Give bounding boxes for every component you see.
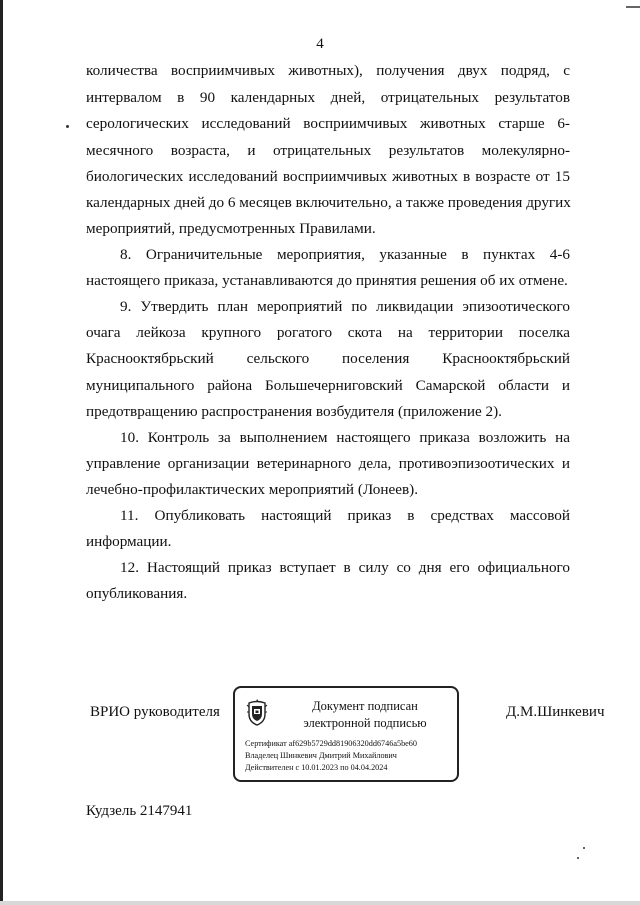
body-text-line: информации. [86,533,172,550]
body-text-line: лечебно-профилактических мероприятий (Лонеев). [86,481,419,498]
scan-speck [583,847,585,849]
paragraph-11-line: 11. Опубликовать настоящий приказ в средствах массовой [120,507,570,524]
body-text-line: очага лейкоза крупного рогатого скота на территории поселка [86,324,570,341]
scan-edge-corner [626,6,640,8]
stamp-heading-line: Документ подписан [312,699,418,713]
stamp-owner: Владелец Шинкевич Дмитрий Михайлович [245,751,397,760]
page-number: 4 [316,36,324,52]
paragraph-9-line: 9. Утвердить план мероприятий по ликвидации эпизоотического [120,298,570,315]
body-text-line: количества восприимчивых животных), получения двух подряд, с [86,62,570,79]
body-text-line: биологических исследований восприимчивых животных в возрасте от 15 [86,168,570,185]
body-text-line: месячного возраста, и отрицательных результатов молекулярно- [86,142,570,159]
stamp-validity: Действителен с 10.01.2023 по 04.04.2024 [245,763,388,772]
scan-speck [577,857,579,859]
body-text-line: настоящего приказа, устанавливаются до принятия решения об их отмене. [86,272,568,289]
stamp-details [245,738,455,774]
signer-title: ВРИО руководителя [90,704,220,720]
body-text-line: предотвращению распространения возбудителя (приложение 2). [86,403,502,420]
body-text-line: Краснооктябрьский сельского поселения Краснооктябрьский [86,350,570,367]
electronic-signature-stamp [233,686,459,782]
coat-of-arms-icon [246,698,268,726]
body-text-line: мероприятий, предусмотренных Правилами. [86,220,376,237]
scan-edge-left [0,0,3,905]
signer-name: Д.М.Шинкевич [506,704,605,720]
paragraph-10-line: 10. Контроль за выполнением настоящего приказа возложить на [120,429,570,446]
body-text-line: серологических исследований восприимчивых животных старше 6- [86,115,570,132]
body-text-line: управление организации ветеринарного дела, противоэпизоотических и [86,455,570,472]
paragraph-12-line: 12. Настоящий приказ вступает в силу со дня его официального [120,559,570,576]
paragraph-8-line: 8. Ограничительные мероприятия, указанные в пунктах 4-6 [120,246,570,263]
body-text-line: интервалом в 90 календарных дней, отрицательных результатов [86,89,570,106]
executor-note: Кудзель 2147941 [86,803,193,819]
scan-speck [66,125,69,128]
scan-edge-bottom [0,901,640,905]
stamp-heading [275,698,455,732]
stamp-heading-line: электронной подписью [303,716,427,730]
body-text-line: опубликования. [86,585,188,602]
body-text-line: календарных дней до 6 месяцев включительно, а также проведения других [86,194,571,211]
stamp-certificate: Сертификат af629b5729dd81906320dd6746a5be60 [245,739,417,748]
body-text-line: муниципального района Большечерниговский Самарской области и [86,377,570,394]
